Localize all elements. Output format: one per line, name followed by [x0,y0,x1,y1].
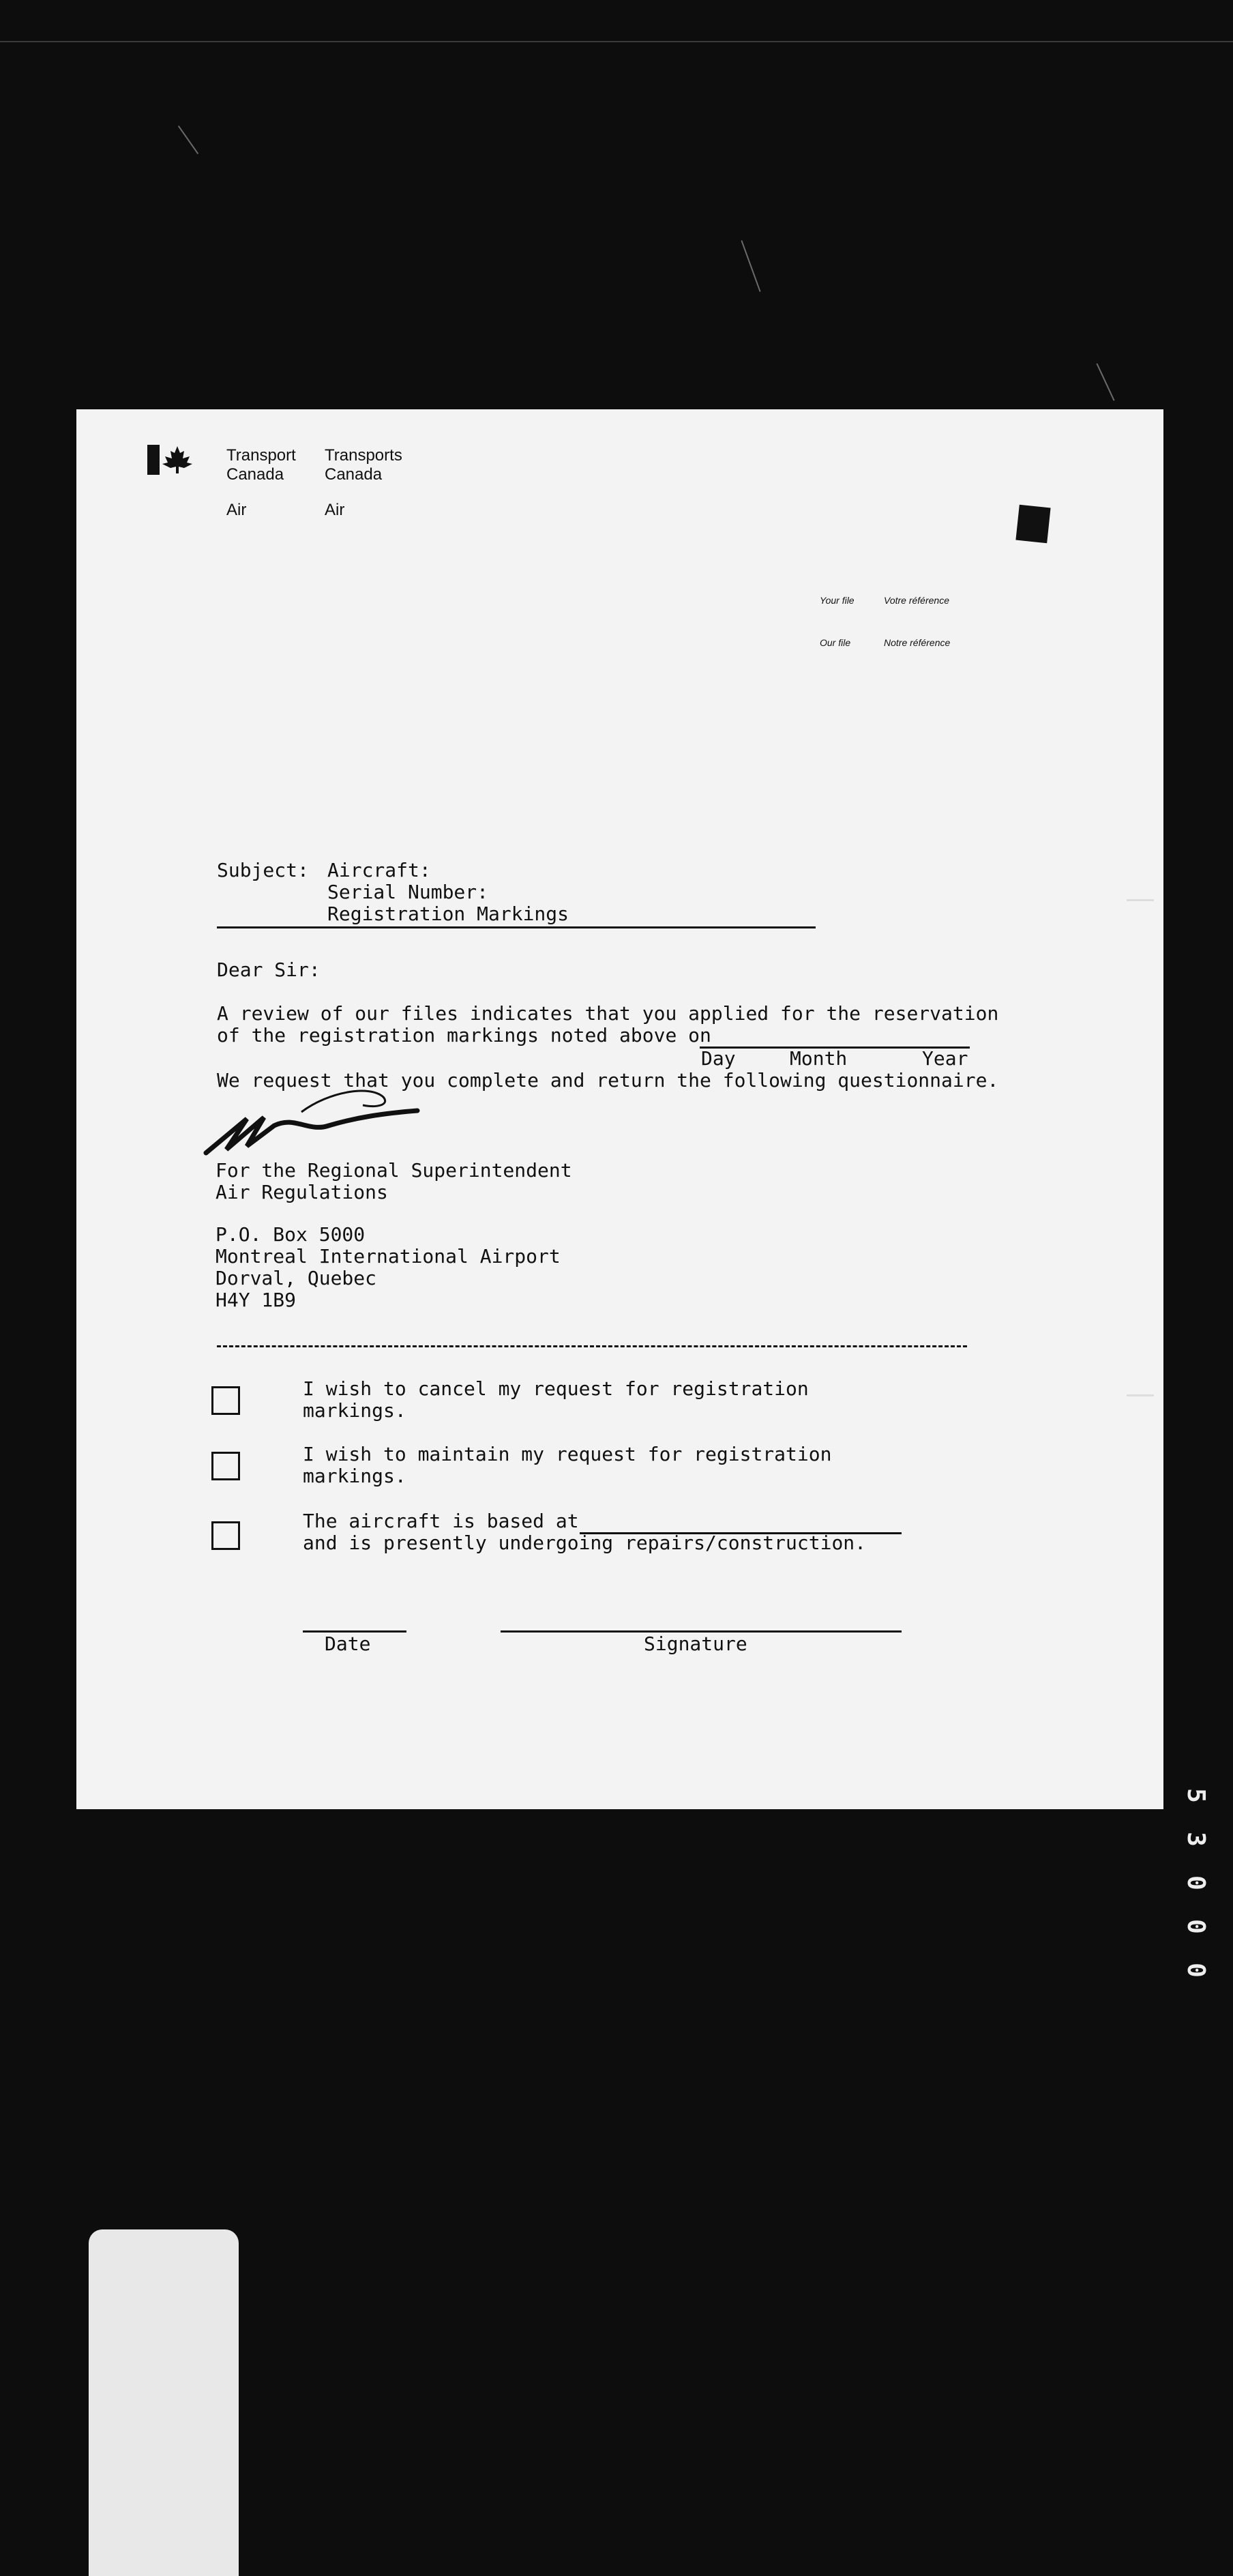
our-file-label-fr: Notre référence [884,637,951,648]
dept-name-fr: Transports Canada [325,446,402,484]
film-scratch [178,126,198,154]
frame-digit: 0 [1182,1919,1210,1934]
subject-registration-markings: Registration Markings [327,903,569,925]
film-top-edge [0,41,1233,42]
film-leader-tab [89,2229,239,2576]
body-line-2: of the registration markings noted above on [217,1024,711,1046]
our-file-label: Our file [820,637,851,648]
option-cancel-line-2: markings. [303,1399,406,1422]
option-repairs-line-1: The aircraft is based at [303,1510,579,1532]
frame-digit: 0 [1182,1875,1210,1890]
subject-aircraft: Aircraft: [327,859,431,881]
option-repairs-line-2: and is presently undergoing repairs/construction. [303,1532,867,1554]
tear-off-divider [217,1345,967,1347]
handwritten-signature [199,1037,499,1160]
address-line-3: Dorval, Quebec [216,1267,377,1289]
salutation: Dear Sir: [217,958,321,981]
date-year-label: Year [922,1047,968,1070]
option-maintain-line-1: I wish to maintain my request for registration [303,1443,832,1465]
date-label: Date [325,1633,371,1655]
film-scratch [741,240,760,292]
branch-en: Air [226,501,247,519]
frame-digit: 3 [1182,1832,1210,1847]
film-registration-mark [1127,899,1154,901]
address-line-1: P.O. Box 5000 [216,1223,366,1246]
punch-mark [1015,505,1050,544]
body-line-3: We request that you complete and return the following questionnaire. [217,1069,999,1092]
your-file-label: Your file [820,595,855,606]
frame-digit: 0 [1182,1963,1210,1978]
your-file-label-fr: Votre référence [884,595,949,606]
signature-label: Signature [644,1633,747,1655]
maintain-request-checkbox[interactable] [211,1452,240,1480]
film-scratch [1096,363,1114,400]
letter-page [76,409,1163,1809]
signatory-line-1: For the Regional Superintendent [216,1159,572,1182]
address-line-4: H4Y 1B9 [216,1289,297,1311]
film-registration-mark [1127,1394,1154,1396]
subject-serial-number: Serial Number: [327,881,489,903]
date-day-label: Day [701,1047,736,1070]
option-maintain-line-2: markings. [303,1465,406,1487]
frame-digit: 5 [1182,1788,1210,1803]
frame-number [1174,1774,1210,1992]
signatory-line-2: Air Regulations [216,1181,388,1203]
subject-label: Subject: [217,859,309,881]
repairs-checkbox[interactable] [211,1521,240,1550]
cancel-request-checkbox[interactable] [211,1386,240,1415]
option-cancel-line-1: I wish to cancel my request for registration [303,1377,809,1400]
date-month-label: Month [790,1047,848,1070]
address-line-2: Montreal International Airport [216,1245,561,1268]
canada-flag-icon [147,445,196,475]
dept-name-en: Transport Canada [226,446,296,484]
body-line-1: A review of our files indicates that you applied for the reservation [217,1002,999,1025]
branch-fr: Air [325,501,345,519]
subject-underline [217,926,816,928]
